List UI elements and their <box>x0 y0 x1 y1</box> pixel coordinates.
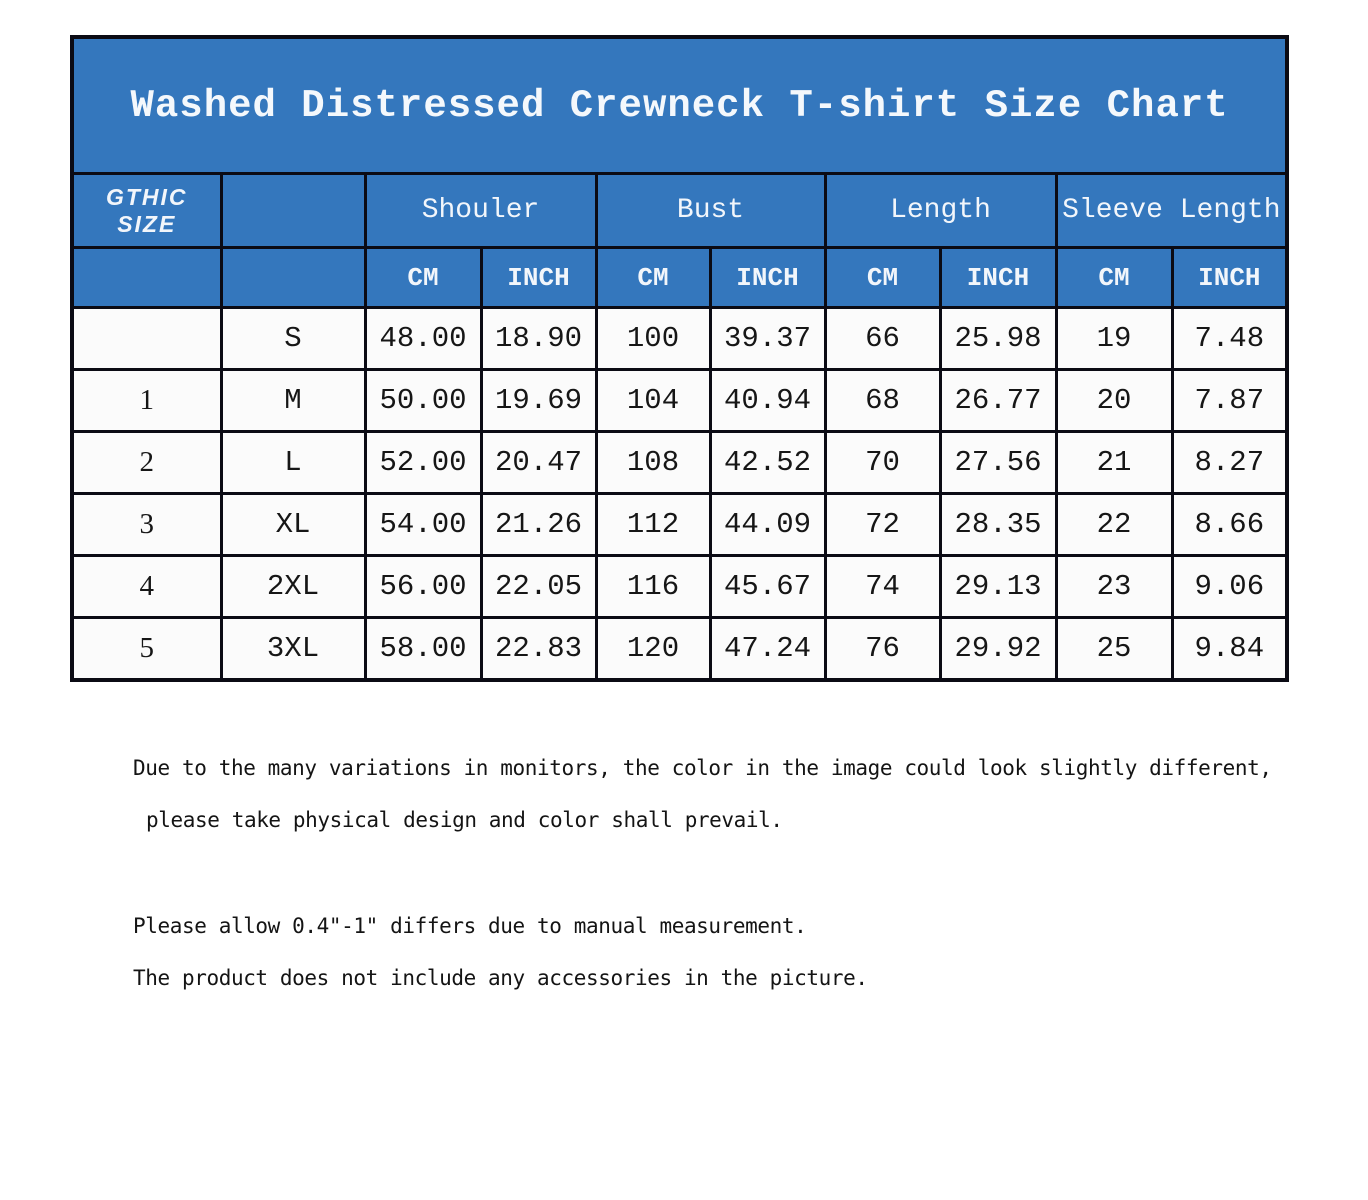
unit-empty-cell-2 <box>221 248 365 308</box>
note-color-prevail: please take physical design and color shall prevail. <box>146 808 783 832</box>
unit-shoulder-cm: CM <box>365 248 481 308</box>
measurement-cell: 19 <box>1056 308 1172 370</box>
table-row-l <box>72 432 1287 494</box>
measurement-cell: 9.06 <box>1172 556 1287 618</box>
row-index-cell: 5 <box>72 618 221 681</box>
measurement-cell: 56.00 <box>365 556 481 618</box>
measurement-cell: 9.84 <box>1172 618 1287 681</box>
measurement-cell: 22 <box>1056 494 1172 556</box>
note-measurement-tolerance: Please allow 0.4"-1" differs due to manual measurement. <box>133 914 807 938</box>
measurement-cell: 7.87 <box>1172 370 1287 432</box>
chart-title: Washed Distressed Crewneck T-shirt Size Chart <box>72 37 1287 174</box>
measurement-cell: 7.48 <box>1172 308 1287 370</box>
table-row-xl <box>72 494 1287 556</box>
measurement-cell: 29.13 <box>940 556 1056 618</box>
size-label-cell: XL <box>221 494 365 556</box>
title-row <box>72 37 1287 174</box>
measurement-cell: 70 <box>825 432 940 494</box>
unit-header-row <box>72 248 1287 308</box>
measurement-cell: 25 <box>1056 618 1172 681</box>
measurement-cell: 20.47 <box>481 432 596 494</box>
size-label-cell: 2XL <box>221 556 365 618</box>
measurement-cell: 28.35 <box>940 494 1056 556</box>
measurement-cell: 108 <box>596 432 710 494</box>
size-chart-table <box>70 35 1289 682</box>
measurement-cell: 76 <box>825 618 940 681</box>
measurement-cell: 29.92 <box>940 618 1056 681</box>
measurement-cell: 26.77 <box>940 370 1056 432</box>
measurement-cell: 47.24 <box>710 618 825 681</box>
unit-sleeve-cm: CM <box>1056 248 1172 308</box>
measurement-cell: 54.00 <box>365 494 481 556</box>
measurement-cell: 40.94 <box>710 370 825 432</box>
measurement-cell: 22.05 <box>481 556 596 618</box>
measurement-cell: 100 <box>596 308 710 370</box>
measurement-cell: 25.98 <box>940 308 1056 370</box>
row-index-cell: 1 <box>72 370 221 432</box>
table-row-m <box>72 370 1287 432</box>
size-label-cell: L <box>221 432 365 494</box>
measurement-cell: 39.37 <box>710 308 825 370</box>
measurement-cell: 48.00 <box>365 308 481 370</box>
unit-length-inch: INCH <box>940 248 1056 308</box>
measurement-cell: 21.26 <box>481 494 596 556</box>
measurement-cell: 66 <box>825 308 940 370</box>
measurement-cell: 44.09 <box>710 494 825 556</box>
unit-bust-inch: INCH <box>710 248 825 308</box>
row-index-cell: 4 <box>72 556 221 618</box>
unit-bust-cm: CM <box>596 248 710 308</box>
col-group-shoulder: Shouler <box>365 174 596 248</box>
measurement-cell: 112 <box>596 494 710 556</box>
measurement-cell: 20 <box>1056 370 1172 432</box>
measurement-cell: 8.27 <box>1172 432 1287 494</box>
measurement-cell: 27.56 <box>940 432 1056 494</box>
brand-size-label: GTHIC SIZE <box>72 174 221 248</box>
measurement-cell: 52.00 <box>365 432 481 494</box>
measurement-cell: 21 <box>1056 432 1172 494</box>
size-label-cell: 3XL <box>221 618 365 681</box>
measurement-cell: 42.52 <box>710 432 825 494</box>
row-index-cell <box>72 308 221 370</box>
row-index-cell: 2 <box>72 432 221 494</box>
table-row-2xl <box>72 556 1287 618</box>
measurement-cell: 116 <box>596 556 710 618</box>
note-monitor-variation: Due to the many variations in monitors, the color in the image could look slightly different, <box>133 756 1272 780</box>
measurement-cell: 50.00 <box>365 370 481 432</box>
measurement-cell: 23 <box>1056 556 1172 618</box>
size-label-cell: S <box>221 308 365 370</box>
unit-length-cm: CM <box>825 248 940 308</box>
table-row-3xl <box>72 618 1287 681</box>
measurement-cell: 19.69 <box>481 370 596 432</box>
measurement-cell: 72 <box>825 494 940 556</box>
row-index-cell: 3 <box>72 494 221 556</box>
col-group-sleeve-length: Sleeve Length <box>1056 174 1287 248</box>
group-header-row <box>72 174 1287 248</box>
measurement-cell: 74 <box>825 556 940 618</box>
col-group-length: Length <box>825 174 1056 248</box>
unit-shoulder-inch: INCH <box>481 248 596 308</box>
header-empty-cell <box>221 174 365 248</box>
size-label-cell: M <box>221 370 365 432</box>
col-group-bust: Bust <box>596 174 825 248</box>
note-no-accessories: The product does not include any accessories in the picture. <box>133 966 868 990</box>
unit-empty-cell-1 <box>72 248 221 308</box>
measurement-cell: 58.00 <box>365 618 481 681</box>
measurement-cell: 18.90 <box>481 308 596 370</box>
measurement-cell: 120 <box>596 618 710 681</box>
measurement-cell: 22.83 <box>481 618 596 681</box>
measurement-cell: 8.66 <box>1172 494 1287 556</box>
unit-sleeve-inch: INCH <box>1172 248 1287 308</box>
table-row-s <box>72 308 1287 370</box>
measurement-cell: 45.67 <box>710 556 825 618</box>
measurement-cell: 68 <box>825 370 940 432</box>
measurement-cell: 104 <box>596 370 710 432</box>
